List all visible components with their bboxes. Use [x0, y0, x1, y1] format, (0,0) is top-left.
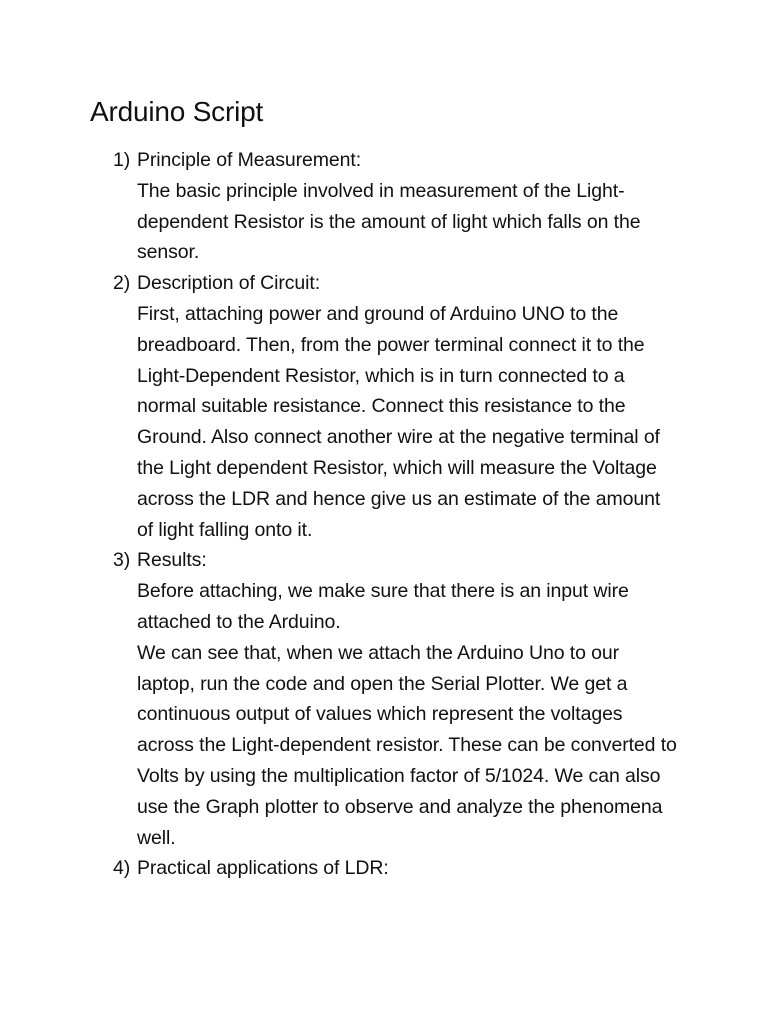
item-heading: Results:	[137, 549, 207, 572]
item-heading: Practical applications of LDR:	[137, 857, 389, 880]
item-heading: Principle of Measurement:	[137, 149, 362, 171]
item-paragraph: We can see that, when we attach the Arduino Uno to our laptop, run the code and open the Serial Plotter. We get a continuous output of values which represent the voltages across the Light-dependent resistor. These can be converted to Volts by using the multiplication factor of 5/1024. We can also use the Graph plotter to observe and analyze the phenomena well.	[137, 641, 677, 849]
item-number: 1)	[113, 149, 131, 171]
item-number: 2)	[113, 272, 131, 295]
item-heading: Description of Circuit:	[137, 272, 321, 295]
numbered-list	[113, 145, 678, 884]
list-item-principle	[113, 145, 678, 268]
list-item-applications	[113, 853, 678, 884]
item-paragraph: First, attaching power and ground of Arduino UNO to the breadboard. Then, from the power terminal connect it to the Light-Dependent Resistor, which is in turn connected to a normal suitable resistance. Connect this resistance to the Ground. Also connect another wire at the negative terminal of the Light dependent Resistor, which will measure the Voltage across the LDR and hence give us an estimate of the amount of light falling onto it.	[137, 302, 661, 541]
list-item-circuit	[113, 268, 678, 545]
item-number: 4)	[113, 857, 131, 880]
item-paragraph: The basic principle involved in measurement of the Light-dependent Resistor is the amount of light which falls on the sensor.	[137, 179, 641, 264]
item-number: 3)	[113, 549, 131, 572]
item-paragraph: Before attaching, we make sure that there is an input wire attached to the Arduino.	[137, 580, 629, 633]
list-item-results	[113, 545, 678, 853]
document-title: Arduino Script	[90, 96, 264, 127]
